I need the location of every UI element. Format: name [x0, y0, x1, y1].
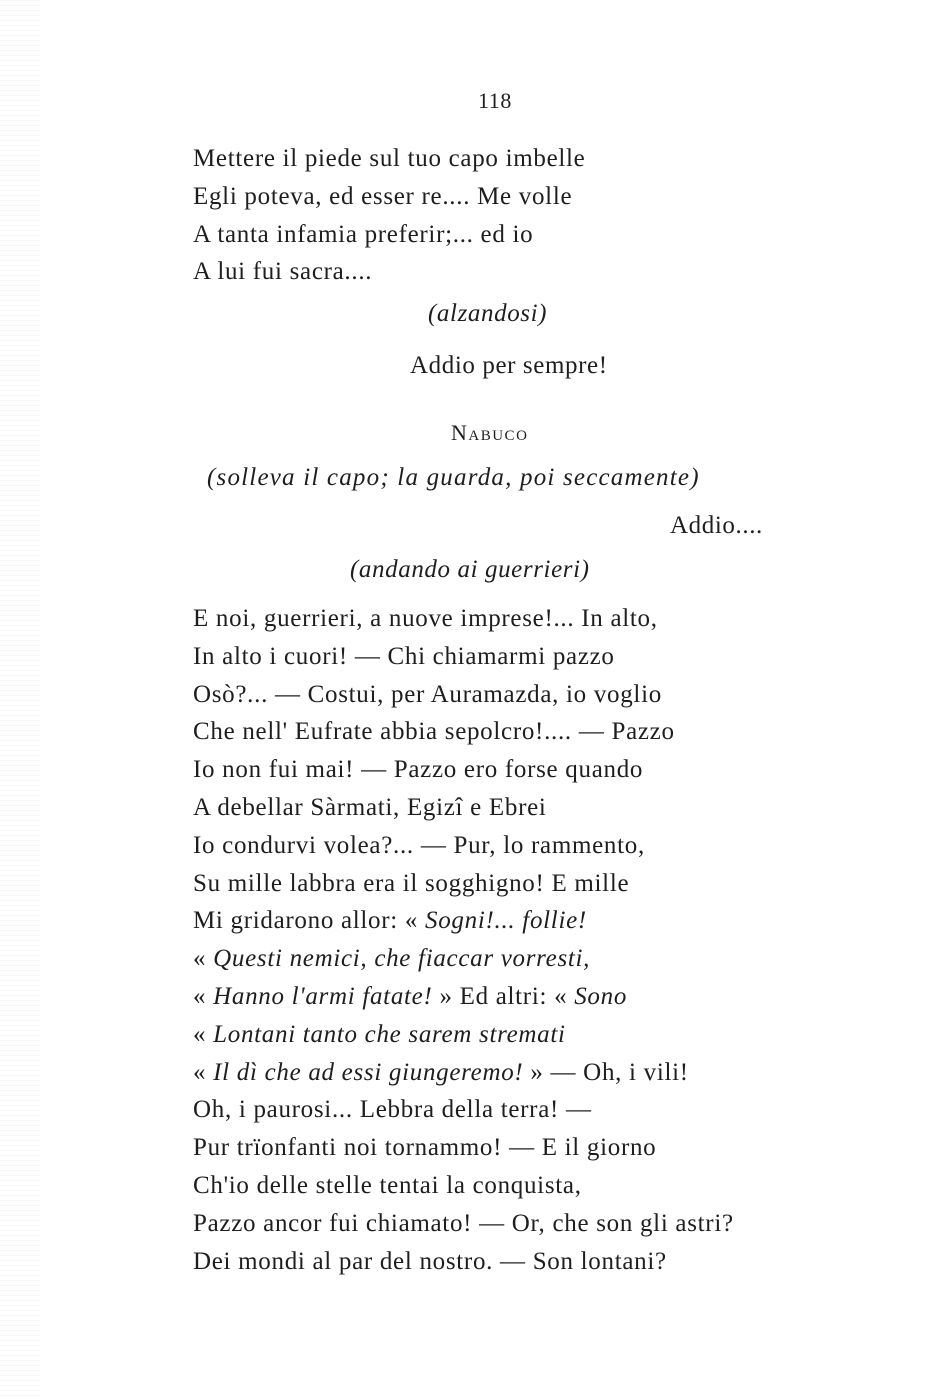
italic-text: Lontani tanto che sarem stremati [213, 1020, 566, 1048]
text: Egli poteva, ed esser re.... Me volle [193, 182, 573, 210]
verse-line [193, 789, 734, 827]
text: « [193, 945, 214, 973]
verse-line [193, 751, 734, 789]
verse-line [193, 178, 585, 216]
verse-block-1 [193, 140, 585, 291]
verse-line [193, 253, 585, 291]
verse-line [193, 827, 734, 865]
text: Pazzo ancor fui chiamato! — Or, che son gli astri? [193, 1209, 734, 1237]
text: Oh, i paurosi... Lebbra della terra! — [193, 1096, 592, 1124]
speaker-name: Nabuco [451, 420, 529, 445]
verse-block-2 [193, 600, 734, 1280]
text: Osò?... — Costui, per Auramazda, io voglio [193, 680, 662, 708]
stage-direction: (alzandosi) [428, 300, 548, 327]
text: « [193, 1020, 214, 1048]
scan-edge-noise [0, 0, 40, 1400]
text: » Ed altri: « [432, 982, 575, 1010]
text: » — Oh, i vili! [523, 1058, 689, 1086]
verse-line: Addio.... [670, 512, 763, 539]
page-number: 118 [478, 88, 512, 113]
text: « [193, 982, 214, 1010]
text: Su mille labbra era il sogghigno! E mille [193, 869, 630, 897]
verse-line [193, 1205, 734, 1243]
verse-line [193, 713, 734, 751]
verse-line [193, 676, 734, 714]
verse-line [193, 978, 734, 1016]
text: In alto i cuori! — Chi chiamarmi pazzo [193, 642, 615, 670]
text: Che nell' Eufrate abbia sepolcro!.... — Pazzo [193, 718, 675, 746]
verse-line [193, 1054, 734, 1092]
italic-text: Sogni!... follie! [425, 907, 587, 935]
text: E noi, guerrieri, a nuove imprese!... In alto, [193, 605, 658, 632]
verse-line [193, 1243, 734, 1281]
text: Mi gridarono allor: « [193, 907, 426, 935]
text: A lui fui sacra.... [193, 258, 373, 286]
stage-direction: (andando ai guerrieri) [350, 556, 590, 583]
italic-text: Hanno l'armi fatate! [213, 982, 433, 1010]
text: « [193, 1058, 214, 1086]
italic-text: Sono [574, 982, 628, 1010]
text: Ch'io delle stelle tentai la conquista, [193, 1171, 582, 1199]
text: A tanta infamia preferir;... ed io [193, 220, 534, 248]
verse-line [193, 865, 734, 903]
verse-line [193, 638, 734, 676]
text: Io non fui mai! — Pazzo ero forse quando [193, 756, 644, 784]
italic-text: Il dì che ad essi giungeremo! [213, 1058, 524, 1086]
verse-line [193, 1016, 734, 1054]
text: Pur trïonfanti noi tornammo! — E il giorno [193, 1134, 657, 1162]
stage-direction: (solleva il capo; la guarda, poi seccamente) [207, 464, 700, 491]
text: Mettere il piede sul tuo capo imbelle [193, 145, 586, 172]
verse-line: Addio per sempre! [410, 352, 608, 379]
verse-line [193, 140, 585, 178]
text: Dei mondi al par del nostro. — Son lontani? [193, 1247, 667, 1275]
verse-line [193, 216, 585, 254]
verse-line [193, 902, 734, 940]
italic-text: Questi nemici, che fiaccar vorresti, [213, 945, 591, 973]
verse-line [193, 940, 734, 978]
verse-line [193, 600, 734, 638]
verse-line [193, 1091, 734, 1129]
verse-line [193, 1167, 734, 1205]
text: A debellar Sàrmati, Egizî e Ebrei [193, 793, 547, 821]
verse-line [193, 1129, 734, 1167]
text: Io condurvi volea?... — Pur, lo rammento, [193, 831, 645, 859]
